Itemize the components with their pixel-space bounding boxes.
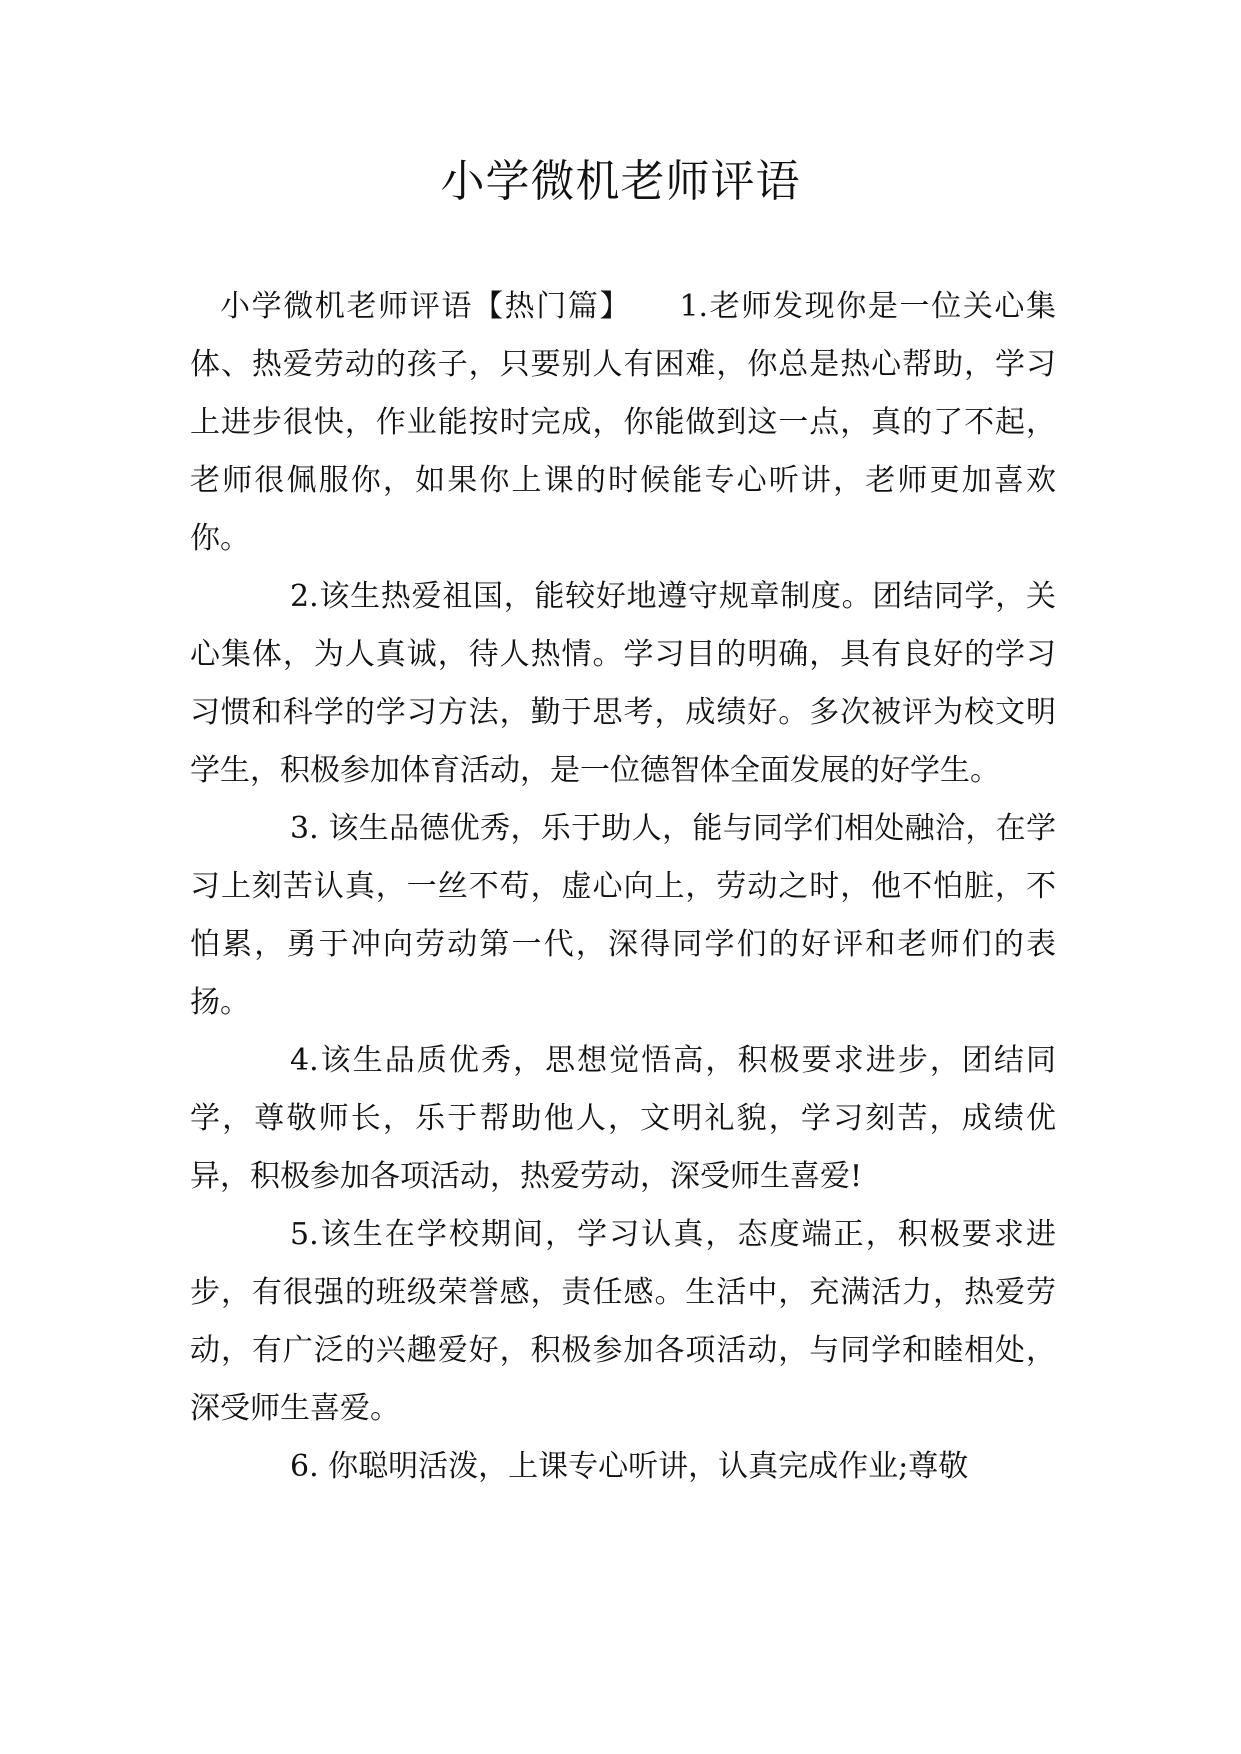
document-body <box>190 278 1056 1496</box>
paragraph-5: 5.该生在学校期间，学习认真，态度端正，积极要求进步，有很强的班级荣誉感，责任感。生活中，充满活力，热爱劳动，有广泛的兴趣爱好，积极参加各项活动，与同学和睦相处，深受师生喜爱。 <box>190 1217 1056 1426</box>
paragraph-2: 2.该生热爱祖国，能较好地遵守规章制度。团结同学，关心集体，为人真诚，待人热情。学习目的明确，具有良好的学习习惯和科学的学习方法，勤于思考，成绩好。多次被评为校文明学生，积极参加体育活动，是一位德智体全面发展的好学生。 <box>190 579 1056 788</box>
paragraph-intro-1: 小学微机老师评语【热门篇】 1.老师发现你是一位关心集体、热爱劳动的孩子，只要别人有困难，你总是热心帮助，学习上进步很快，作业能按时完成，你能做到这一点，真的了不起，老师很佩服你，如果你上课的时候能专心听讲，老师更加喜欢你。 <box>190 289 1056 556</box>
paragraph-6: 6. 你聪明活泼，上课专心听讲，认真完成作业;尊敬 <box>290 1449 969 1484</box>
document-title: 小学微机老师评语 <box>440 156 801 207</box>
paragraph-4: 4.该生品质优秀，思想觉悟高，积极要求进步，团结同学，尊敬师长，乐于帮助他人，文明礼貌，学习刻苦，成绩优异，积极参加各项活动，热爱劳动，深受师生喜爱! <box>190 1043 1056 1194</box>
paragraph-3: 3. 该生品德优秀，乐于助人，能与同学们相处融洽，在学习上刻苦认真，一丝不苟，虚心向上，劳动之时，他不怕脏，不怕累，勇于冲向劳动第一代，深得同学们的好评和老师们的表扬。 <box>190 811 1056 1020</box>
